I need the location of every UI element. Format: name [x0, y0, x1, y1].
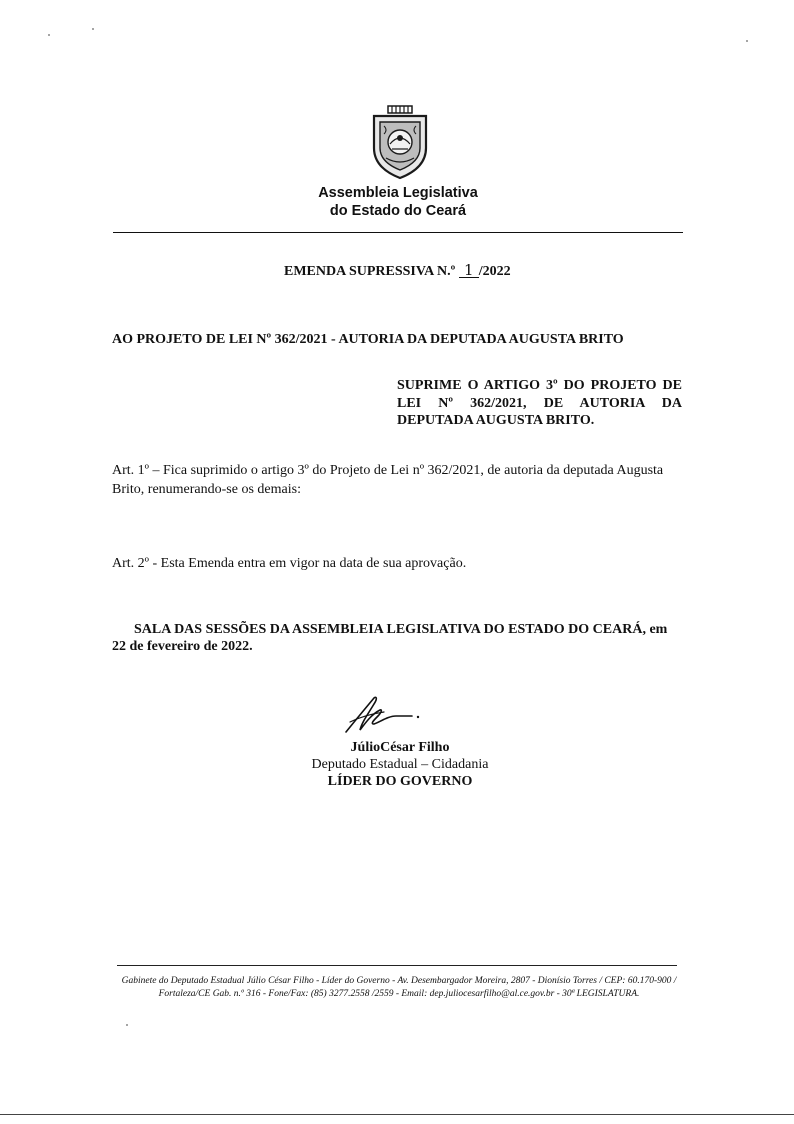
institution-line-2: do Estado do Ceará — [329, 203, 467, 219]
amendment-prefix: EMENDA SUPRESSIVA N.º — [284, 264, 456, 279]
article-1: Art. 1º – Fica suprimido o artigo 3º do Projeto de Lei nº 362/2021, de autoria da deputada Augusta Brito, renumerando-se os demais: — [112, 463, 664, 497]
amendment-title — [284, 263, 511, 280]
signer-name: JúlioCésar Filho — [350, 740, 450, 755]
bill-reference: AO PROJETO DE LEI Nº 362/2021 - AUTORIA DA DEPUTADA AUGUSTA BRITO — [112, 332, 624, 347]
footer-line-1: Gabinete do Deputado Estadual Júlio César Filho - Líder do Governo - Av. Desembargador Moreira, 2807 - Dionísio Torres / CEP: 60.170-900 / — [121, 976, 677, 986]
header-divider — [113, 232, 683, 233]
scan-edge-line — [0, 1114, 794, 1115]
scan-speck — [92, 28, 94, 30]
coat-of-arms-seal-icon — [368, 104, 432, 180]
institution-name — [250, 184, 546, 220]
scan-speck — [48, 34, 50, 36]
signer-block — [290, 739, 510, 790]
footer-divider — [117, 965, 677, 966]
handwritten-signature — [340, 692, 424, 738]
amendment-number: 1 — [459, 263, 479, 278]
scan-speck — [746, 40, 748, 42]
institution-line-1: Assembleia Legislativa — [318, 185, 478, 201]
signer-role: Deputado Estadual – Cidadania — [311, 757, 489, 772]
article-2: Art. 2º - Esta Emenda entra em vigor na data de sua aprovação. — [112, 556, 467, 571]
closing-statement: SALA DAS SESSÕES DA ASSEMBLEIA LEGISLATIVA DO ESTADO DO CEARÁ, em 22 de fevereiro de 2022. — [112, 622, 668, 654]
scan-speck — [126, 1024, 128, 1026]
amendment-summary: SUPRIME O ARTIGO 3º DO PROJETO DE LEI Nº 362/2021, DE AUTORIA DA DEPUTADA AUGUSTA BRITO. — [397, 378, 682, 428]
footer-contact — [110, 975, 688, 1001]
signer-title: LÍDER DO GOVERNO — [327, 774, 473, 789]
footer-line-2: Fortaleza/CE Gab. n.º 316 - Fone/Fax: (85) 3277.2558 /2559 - Email: dep.juliocesarfilho@al.ce.gov.br - 30ª LEGISLATURA. — [158, 989, 640, 999]
amendment-suffix: /2022 — [478, 264, 511, 279]
